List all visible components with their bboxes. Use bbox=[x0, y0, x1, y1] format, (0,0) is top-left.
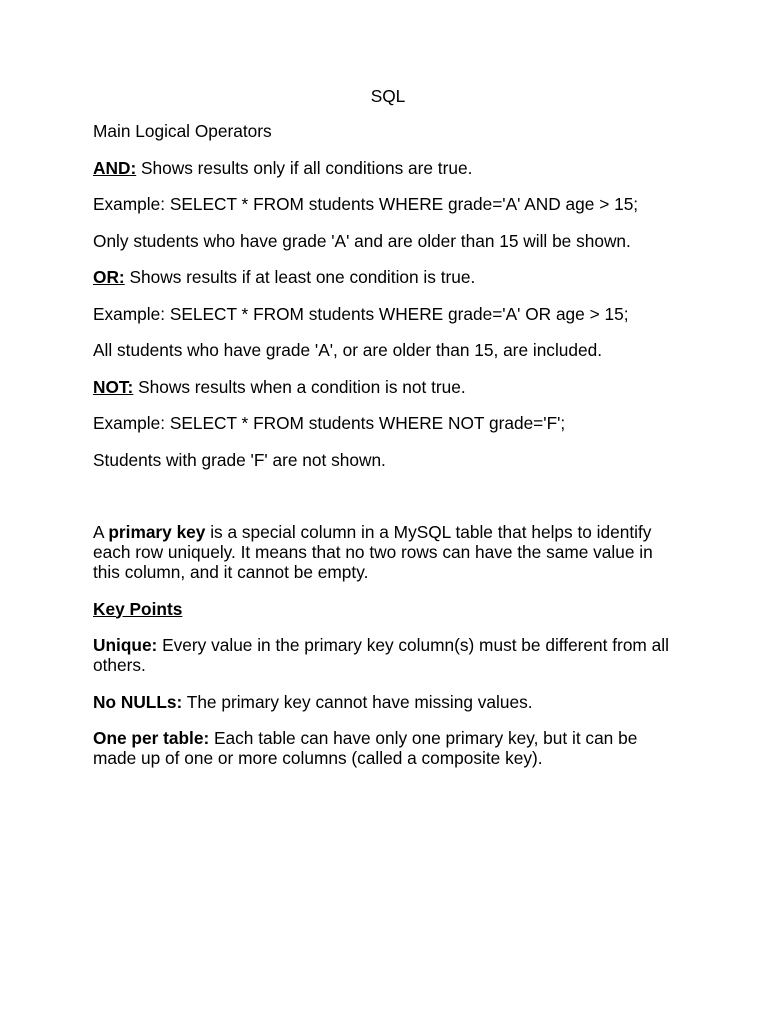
not-explanation: Students with grade 'F' are not shown. bbox=[93, 449, 386, 470]
key-point-text: Every value in the primary key column(s) must be different from all others. bbox=[93, 635, 669, 675]
pk-intro-post: is a special column in a MySQL table that helps to identify each row uniquely. It means that no two rows can have the same value in this column, and it cannot be empty. bbox=[93, 522, 653, 582]
and-operator-paragraph bbox=[93, 158, 683, 178]
key-points-heading bbox=[93, 599, 683, 619]
key-point-label: One per table: bbox=[93, 728, 210, 748]
key-point-no-nulls bbox=[93, 692, 683, 712]
and-operator-description: Shows results only if all conditions are true. bbox=[136, 157, 473, 178]
and-operator-label: AND: bbox=[93, 157, 137, 178]
or-explanation: All students who have grade 'A', or are older than 15, are included. bbox=[93, 340, 603, 360]
not-example: Example: SELECT * FROM students WHERE NOT grade='F'; bbox=[93, 413, 566, 433]
and-explanation: Only students who have grade 'A' and are older than 15 will be shown. bbox=[93, 230, 631, 251]
not-operator-label: NOT: bbox=[93, 376, 134, 397]
key-point-label: No NULLs: bbox=[93, 691, 183, 712]
key-point-text: Each table can have only one primary key, but it can be made up of one or more columns (called a composite key). bbox=[93, 728, 638, 768]
or-operator-paragraph bbox=[93, 267, 683, 287]
section-spacer bbox=[93, 486, 683, 522]
primary-key-term: primary key bbox=[108, 522, 206, 542]
document-title: SQL bbox=[370, 86, 406, 106]
not-operator-description: Shows results when a condition is not true. bbox=[133, 376, 466, 397]
or-operator-label: OR: bbox=[93, 267, 125, 287]
key-point-text: The primary key cannot have missing values. bbox=[182, 691, 533, 712]
primary-key-intro bbox=[93, 522, 683, 582]
section-heading-logical-operators: Main Logical Operators bbox=[93, 121, 272, 141]
document-page bbox=[93, 86, 683, 785]
key-point-unique bbox=[93, 635, 683, 675]
pk-intro-pre: A bbox=[93, 522, 109, 542]
or-example: Example: SELECT * FROM students WHERE grade='A' OR age > 15; bbox=[93, 303, 629, 324]
or-operator-description: Shows results if at least one condition is true. bbox=[124, 267, 476, 287]
and-example: Example: SELECT * FROM students WHERE grade='A' AND age > 15; bbox=[93, 194, 639, 214]
not-operator-paragraph bbox=[93, 377, 683, 397]
key-points-heading-text: Key Points bbox=[93, 598, 183, 619]
key-point-one-per-table bbox=[93, 728, 683, 768]
key-point-label: Unique: bbox=[93, 635, 158, 655]
